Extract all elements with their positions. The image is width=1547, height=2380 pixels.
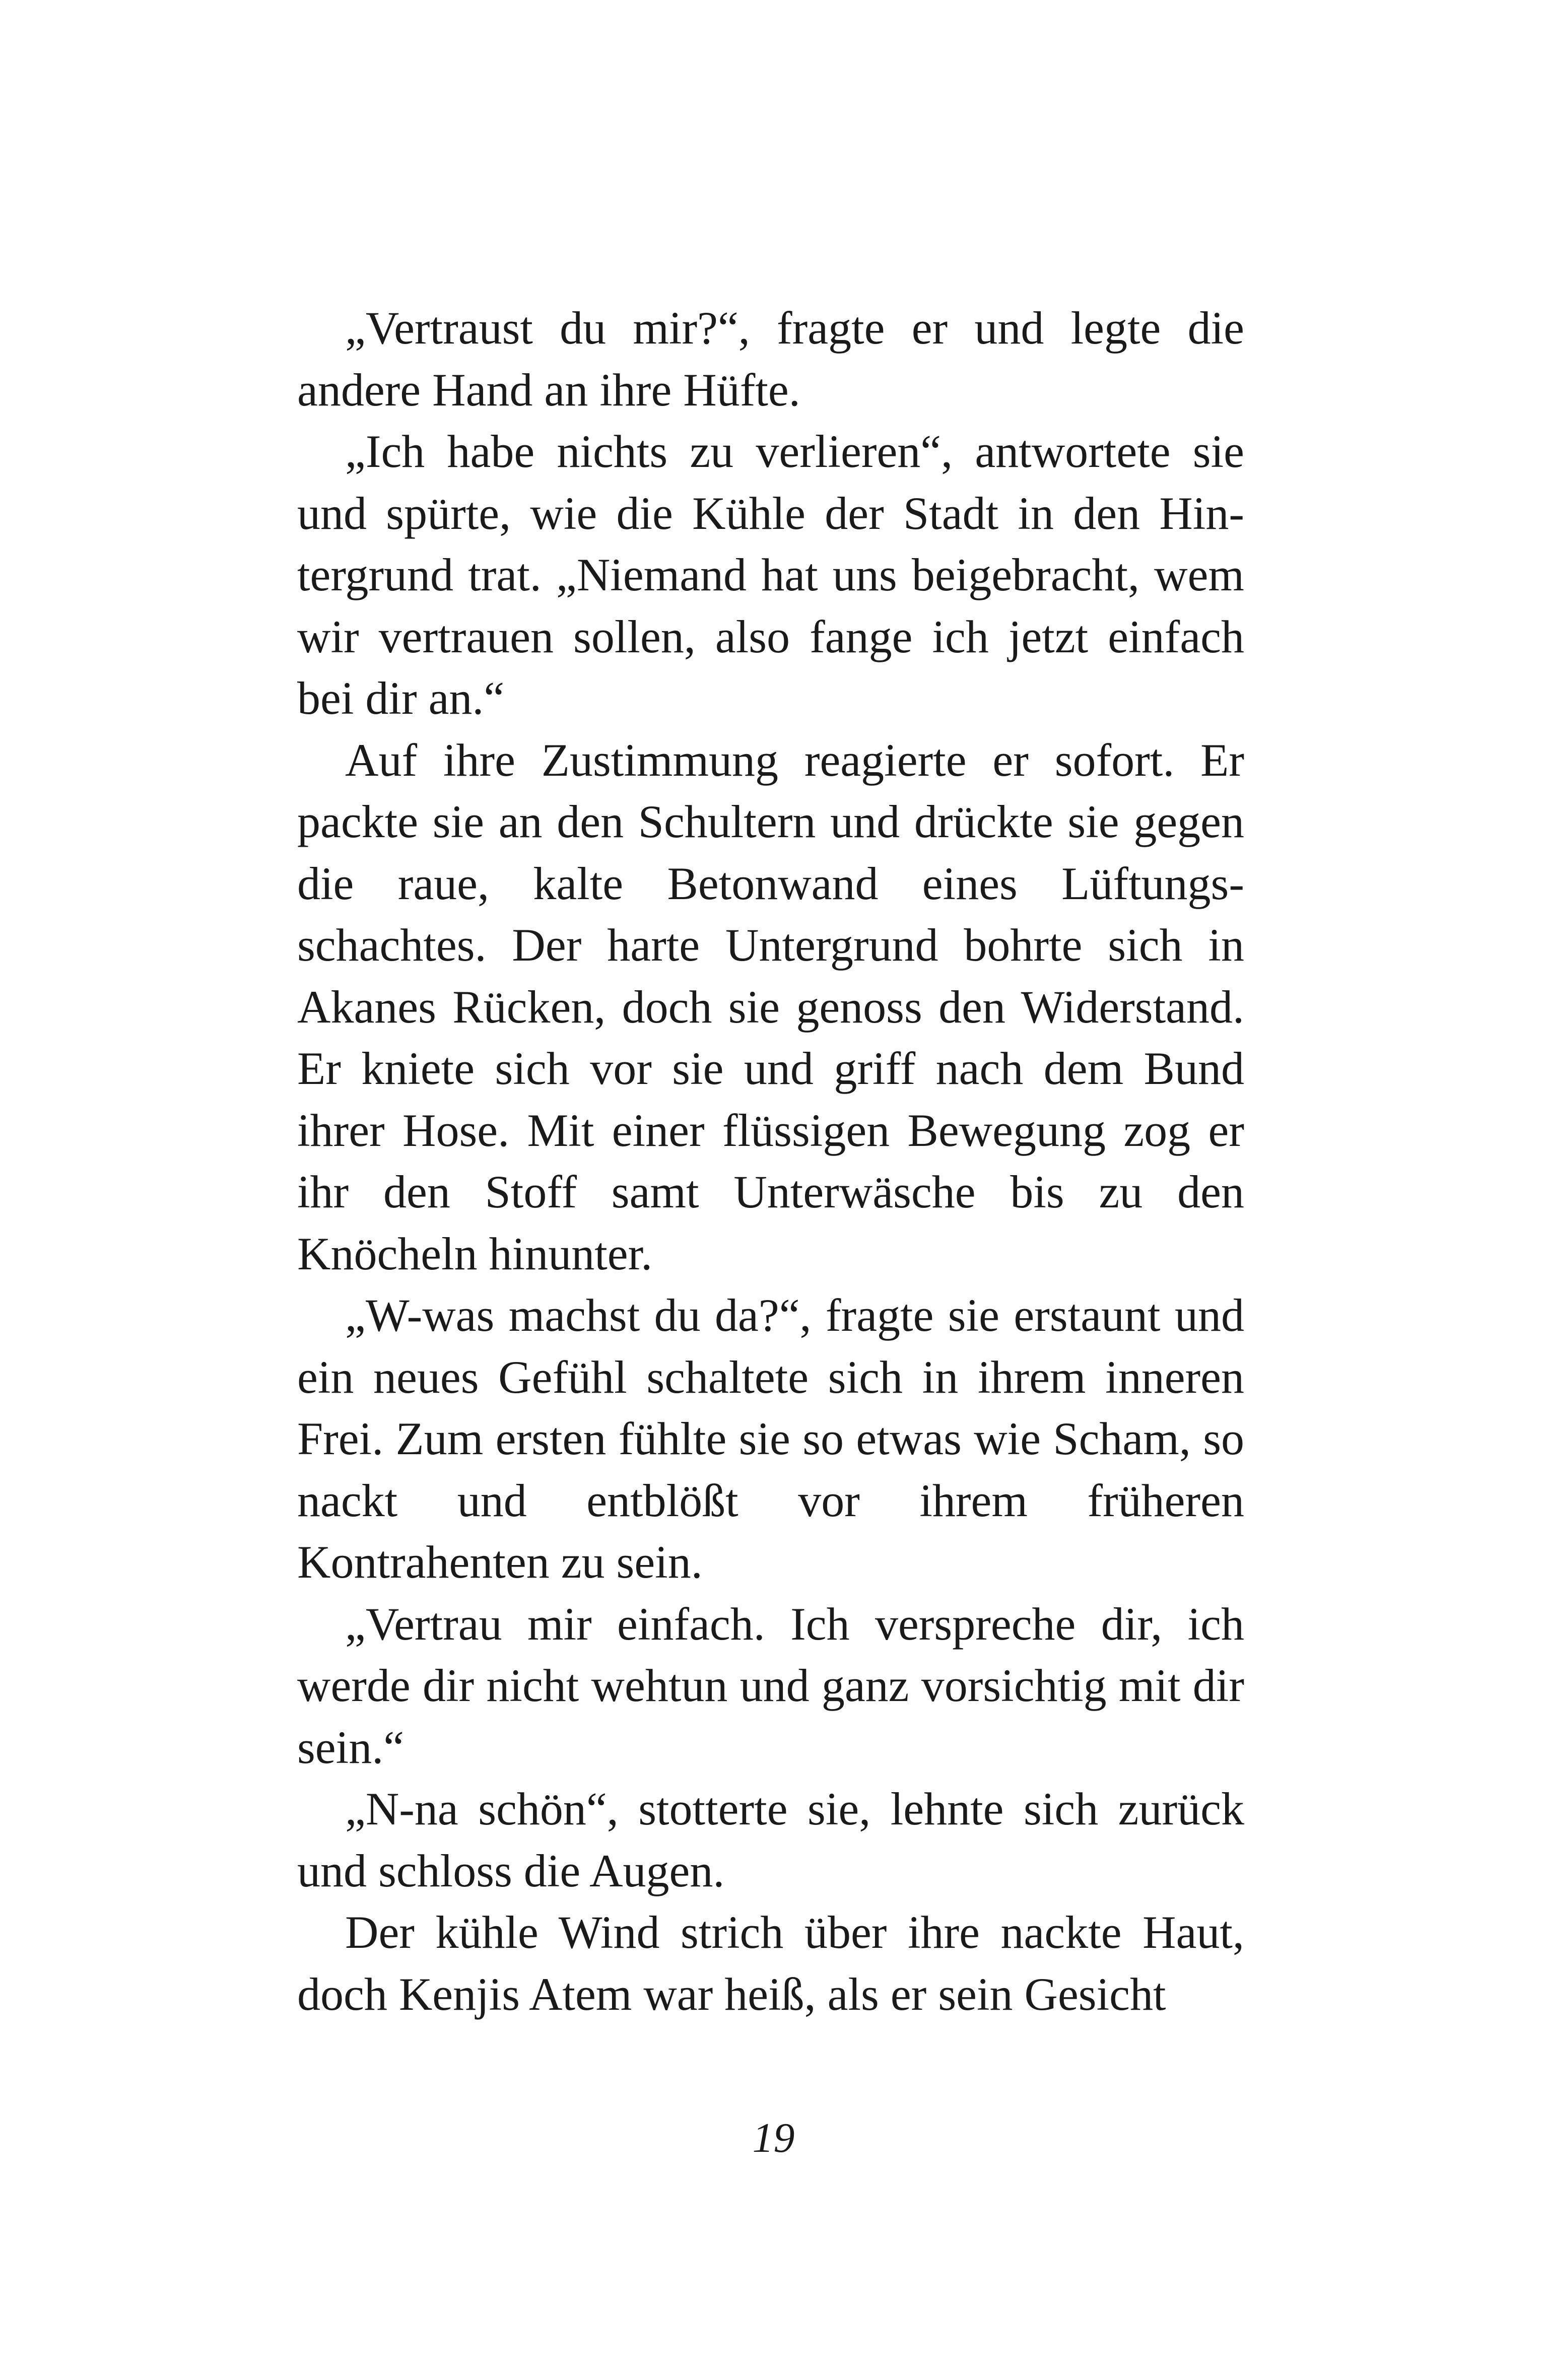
paragraph: „W-was machst du da?“, fragte sie erstaunt und ein neues Gefühl schaltete sich in ihrem inneren Frei. Zum ersten fühlte sie so etwas wie Scham, so nackt und entblößt vor ihrem früheren Kontrahenten zu sein.	[297, 1289, 1244, 1588]
paragraph: „N-na schön“, stotterte sie, lehnte sich zurück und schloss die Augen.	[297, 1783, 1244, 1896]
paragraph: Auf ihre Zustimmung reagierte er sofort. Er packte sie an den Schultern und drückte sie gegen die raue, kalte Betonwand eines Lüftungsschachtes. Der harte Untergrund bohrte sich in Akanes Rücken, doch sie genoss den Widerstand. Er kniete sich vor sie und griff nach dem Bund ihrer Hose. Mit einer flüssigen Bewegung zog er ihr den Stoff samt Unterwäsche bis zu den Knöcheln hinunter.	[297, 734, 1244, 1279]
paragraph: „Vertraust du mir?“, fragte er und legte die andere Hand an ihre Hüfte.	[297, 302, 1244, 416]
paragraph: „Vertrau mir einfach. Ich verspreche dir, ich werde dir nicht wehtun und ganz vorsichtig mit dir sein.“	[297, 1598, 1244, 1773]
paragraph: „Ich habe nichts zu verlieren“, antwortete sie und spürte, wie die Kühle der Stadt in den Hintergrund trat. „Niemand hat uns beigebracht, wem wir vertrauen sollen, also fange ich jetzt einfach bei dir an.“	[297, 426, 1244, 724]
body-text	[297, 297, 1244, 2025]
paragraph: Der kühle Wind strich über ihre nackte Haut, doch Kenjis Atem war heiß, als er sein Gesicht	[297, 1907, 1244, 2020]
page-number: 19	[752, 2115, 795, 2161]
